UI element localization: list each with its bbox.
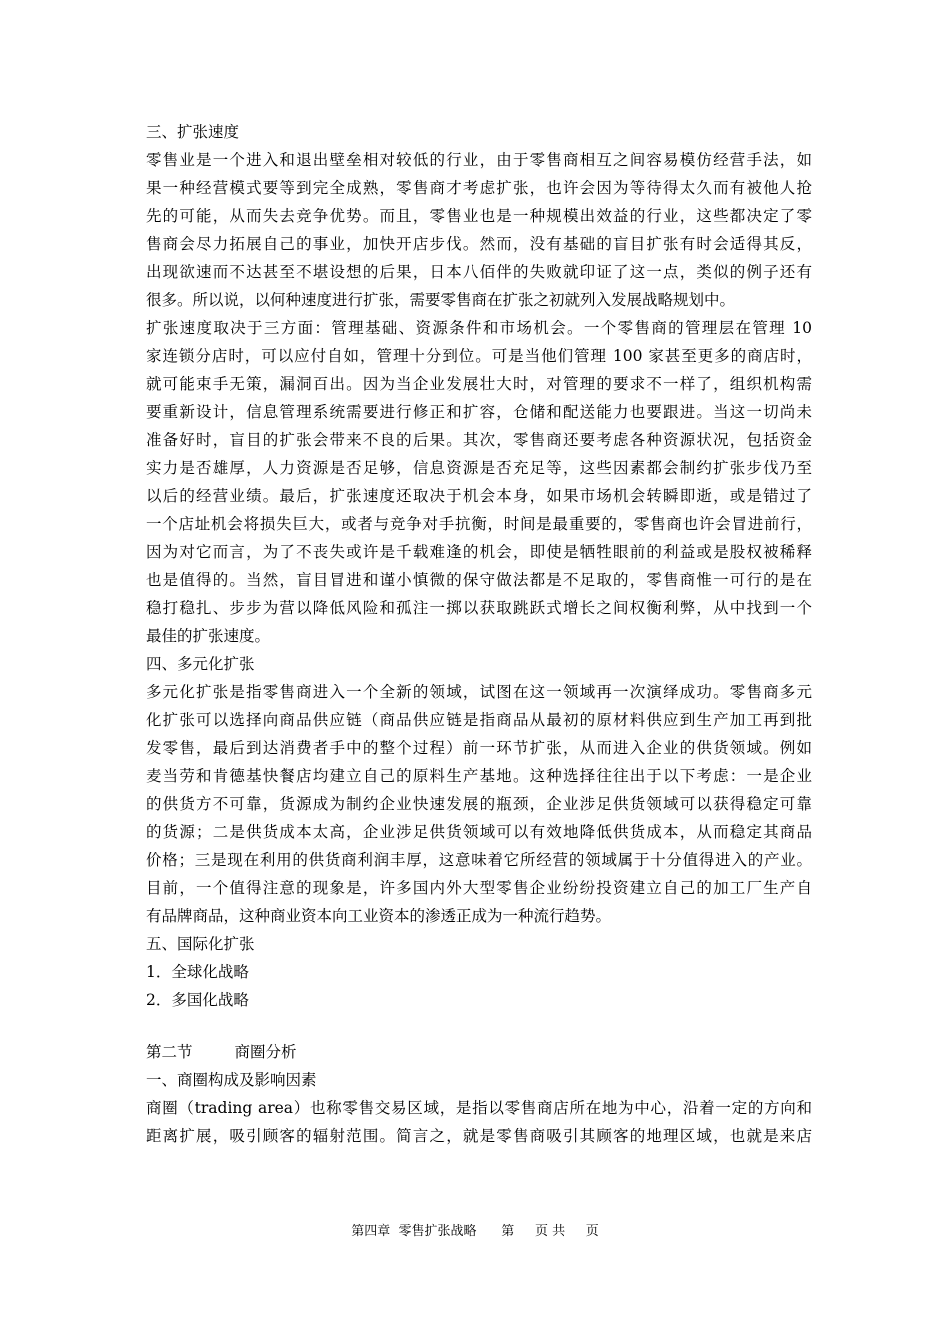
text-line: 以后的经营业绩。最后，扩张速度还取决于机会本身，如果市场机会转瞬即逝，或是错过了 <box>146 487 812 505</box>
section-heading-5: 五、国际化扩张 <box>146 935 255 953</box>
section-3-text <box>146 146 812 650</box>
subsection-heading: 一、商圈构成及影响因素 <box>146 1071 317 1089</box>
text-line: 也是值得的。当然，盲目冒进和谨小慎微的保守做法都是不足取的，零售商惟一可行的是在 <box>146 571 812 589</box>
list-item: 1．全球化战略 <box>146 963 249 981</box>
text-line: 多元化扩张是指零售商进入一个全新的领域，试图在这一领域再一次演绎成功。零售商多元 <box>146 683 812 701</box>
text-line: 扩张速度取决于三方面：管理基础、资源条件和市场机会。一个零售商的管理层在管理 10 <box>146 319 812 337</box>
text-line: 很多。所以说，以何种速度进行扩张，需要零售商在扩张之初就列入发展战略规划中。 <box>146 291 736 309</box>
footer-page-end: 页 <box>585 1224 599 1239</box>
section-4-text <box>146 678 812 930</box>
text-line: 就可能束手无策，漏洞百出。因为当企业发展壮大时，对管理的要求不一样了，组织机构需 <box>146 375 812 393</box>
text-line: 有品牌商品，这种商业资本向工业资本的渗透正成为一种流行趋势。 <box>146 907 612 925</box>
text-line: 发零售，最后到达消费者手中的整个过程）前一环节扩张，从而进入企业的供货领域。例如 <box>146 739 812 757</box>
list-item: 2．多国化战略 <box>146 991 249 1009</box>
text-line: 稳打稳扎、步步为营以降低风险和孤注一掷以获取跳跃式增长之间权衡利弊，从中找到一个 <box>146 599 812 617</box>
footer-page-mid: 页 共 <box>534 1224 566 1239</box>
section-number: 第二节 <box>146 1043 193 1061</box>
text-line: 商圈（trading area）也称零售交易区域，是指以零售商店所在地为中心，沿着一定的方向和 <box>146 1099 812 1117</box>
page-footer <box>0 1223 950 1241</box>
text-line: 目前，一个值得注意的现象是，许多国内外大型零售企业纷纷投资建立自己的加工厂生产自 <box>146 879 812 897</box>
section-heading-3: 三、扩张速度 <box>146 123 240 141</box>
text-line: 出现欲速而不达甚至不堪设想的后果，日本八佰伴的失败就印证了这一点，类似的例子还有 <box>146 263 812 281</box>
text-line: 价格；三是现在利用的供货商利润丰厚，这意味着它所经营的领域属于十分值得进入的产业。 <box>146 851 812 869</box>
section-heading-4: 四、多元化扩张 <box>146 655 255 673</box>
text-line: 家连锁分店时，可以应付自如，管理十分到位。可是当他们管理 100 家甚至更多的商店时， <box>146 347 812 365</box>
text-line: 准备好时，盲目的扩张会带来不良的后果。其次，零售商还要考虑各种资源状况，包括资金 <box>146 431 812 449</box>
text-line: 实力是否雄厚，人力资源是否足够，信息资源是否充足等，这些因素都会制约扩张步伐乃至 <box>146 459 812 477</box>
text-line: 最佳的扩张速度。 <box>146 627 271 645</box>
text-line: 因为对它而言，为了不丧失或许是千载难逢的机会，即使是牺牲眼前的利益或是股权被稀释 <box>146 543 812 561</box>
footer-page-word: 第 <box>501 1224 515 1239</box>
text-line: 的货源；二是供货成本太高，企业涉足供货领域可以有效地降低供货成本，从而稳定其商品 <box>146 823 812 841</box>
text-line: 售商会尽力拓展自己的事业，加快开店步伐。然而，没有基础的盲目扩张有时会适得其反， <box>146 235 812 253</box>
text-line: 距离扩展，吸引顾客的辐射范围。简言之，就是零售商吸引其顾客的地理区域，也就是来店 <box>146 1127 812 1145</box>
text-line: 麦当劳和肯德基快餐店均建立自己的原料生产基地。这种选择往往出于以下考虑：一是企业 <box>146 767 812 785</box>
text-line: 化扩张可以选择向商品供应链（商品供应链是指商品从最初的原材料供应到生产加工再到批 <box>146 711 812 729</box>
text-line: 要重新设计，信息管理系统需要进行修正和扩容，仓储和配送能力也要跟进。当这一切尚未 <box>146 403 812 421</box>
text-line: 的供货方不可靠，货源成为制约企业快速发展的瓶颈，企业涉足供货领域可以获得稳定可靠 <box>146 795 812 813</box>
text-line: 一个店址机会将损失巨大，或者与竞争对手抗衡，时间是最重要的，零售商也许会冒进前行， <box>146 515 812 533</box>
footer-chapter: 第四章 零售扩张战略 <box>351 1224 477 1239</box>
text-line: 先的可能，从而失去竞争优势。而且，零售业也是一种规模出效益的行业，这些都决定了零 <box>146 207 812 225</box>
chapter-section-heading <box>146 1038 812 1066</box>
document-body <box>146 118 812 1150</box>
text-line: 果一种经营模式要等到完全成熟，零售商才考虑扩张，也许会因为等待得太久而有被他人抢 <box>146 179 812 197</box>
section-title: 商圈分析 <box>234 1043 297 1061</box>
section-gap <box>146 1014 812 1038</box>
section-2-text <box>146 1094 812 1150</box>
text-line: 零售业是一个进入和退出壁垒相对较低的行业，由于零售商相互之间容易模仿经营手法，如 <box>146 151 812 169</box>
